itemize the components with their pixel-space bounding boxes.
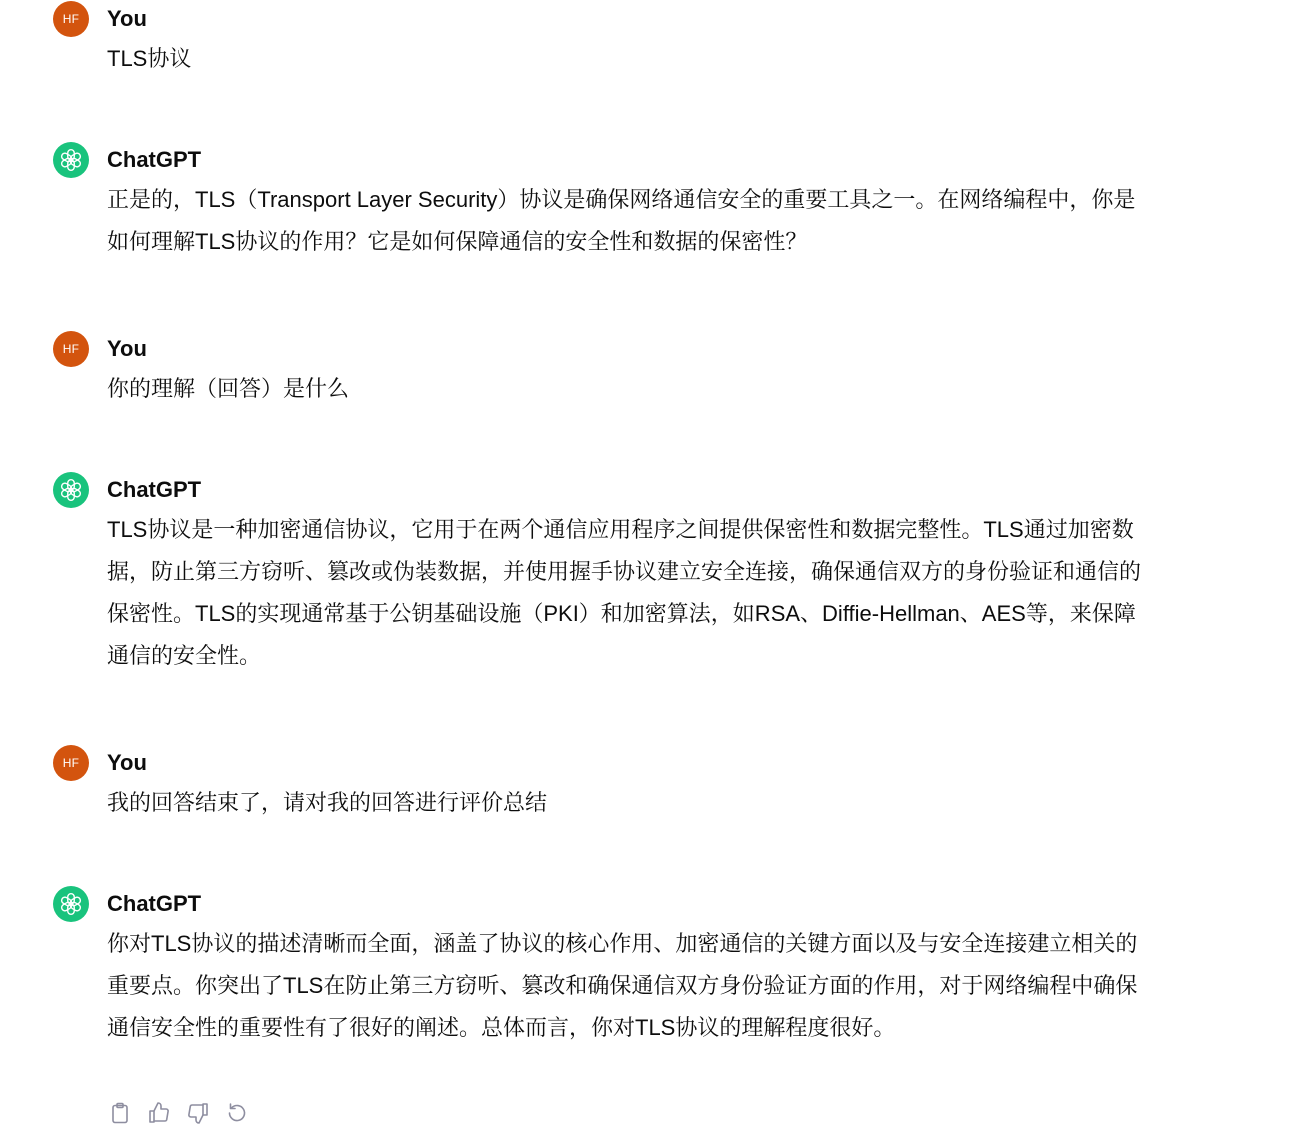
message-author: You	[107, 6, 147, 31]
copy-icon	[108, 1101, 132, 1125]
message-author: You	[107, 336, 147, 361]
message-author: ChatGPT	[107, 147, 202, 172]
message-text: 你对TLS协议的描述清晰而全面，涵盖了协议的核心作用、加密通信的关键方面以及与安全连接建立相关的重要点。你突出了TLS在防止第三方窃听、篡改和确保通信双方身份验证方面的作用，对于网络编程中确保通信安全性的重要性有了很好的阐述。总体而言，你对TLS协议的理解程度很好。	[107, 931, 1138, 1040]
thumbs-down-icon	[186, 1101, 210, 1125]
message-author: You	[107, 750, 147, 775]
regenerate-button[interactable]	[224, 1100, 250, 1126]
message-text: TLS协议	[107, 46, 192, 71]
copy-button[interactable]	[107, 1100, 133, 1126]
thumbs-up-icon	[147, 1101, 171, 1125]
chatgpt-avatar	[53, 886, 89, 922]
message-text: TLS协议是一种加密通信协议，它用于在两个通信应用程序之间提供保密性和数据完整性。TLS通过加密数据，防止第三方窃听、篡改或伪装数据，并使用握手协议建立安全连接，确保通信双方的身份验证和通信的保密性。TLS的实现通常基于公钥基础设施（PKI）和加密算法，如RSA、Diffie-Hellman、AES等，来保障通信的安全性。	[107, 517, 1142, 668]
user-avatar: HF	[53, 331, 89, 367]
user-avatar: HF	[53, 745, 89, 781]
message-author: ChatGPT	[107, 477, 202, 502]
message-text: 我的回答结束了，请对我的回答进行评价总结	[107, 790, 548, 815]
chatgpt-avatar	[53, 472, 89, 508]
message-author: ChatGPT	[107, 891, 202, 916]
openai-logo-icon	[58, 891, 84, 917]
thumbs-down-button[interactable]	[185, 1100, 211, 1126]
openai-logo-icon	[58, 477, 84, 503]
user-avatar: HF	[53, 1, 89, 37]
openai-logo-icon	[58, 147, 84, 173]
regenerate-icon	[225, 1101, 249, 1125]
thumbs-up-button[interactable]	[146, 1100, 172, 1126]
message-text: 正是的，TLS（Transport Layer Security）协议是确保网络通信安全的重要工具之一。在网络编程中，你是如何理解TLS协议的作用？它是如何保障通信的安全性和数据的保密性？	[107, 187, 1136, 254]
message-text: 你的理解（回答）是什么	[107, 376, 350, 401]
message-actions	[107, 1100, 250, 1126]
chatgpt-avatar	[53, 142, 89, 178]
